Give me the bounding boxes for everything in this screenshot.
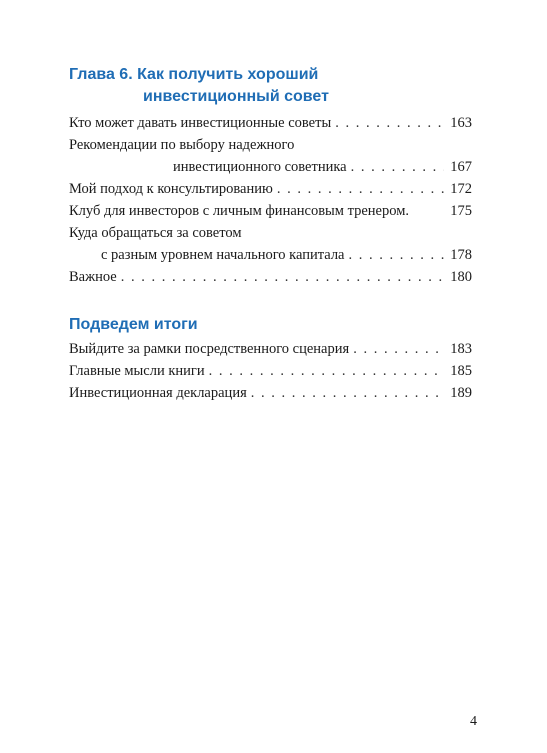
toc-entry[interactable] (69, 200, 472, 222)
toc-entry-page: 189 (450, 385, 472, 401)
toc-leader-dots (277, 178, 444, 200)
toc-entry[interactable] (69, 382, 472, 404)
toc-entry[interactable] (69, 134, 472, 178)
toc-leader-dots (351, 156, 445, 178)
summary-title: Подведем итоги (69, 316, 198, 333)
chapter-6-title-line1: Глава 6. Как получить хороший (69, 66, 319, 83)
toc-entry-title: инвестиционного советника (173, 159, 347, 175)
toc-entry[interactable] (69, 222, 472, 266)
toc-entry-title-line1: Рекомендации по выбору надежного (69, 137, 295, 153)
toc-entry-page: 175 (450, 203, 472, 219)
toc-leader-dots (251, 382, 445, 404)
toc-entry[interactable] (69, 338, 472, 360)
summary-entries (69, 338, 472, 404)
summary-heading (69, 314, 489, 336)
toc-entry-title: с разным уровнем начального капитала (101, 247, 345, 263)
toc-entry[interactable] (69, 112, 472, 134)
toc-entry-title: Выйдите за рамки посредственного сценария (69, 341, 350, 357)
toc-entry[interactable] (69, 266, 472, 288)
toc-leader-dots (209, 360, 445, 382)
chapter-6-title-line2: инвестиционный совет (143, 88, 329, 105)
toc-entry-page: 183 (450, 341, 472, 357)
toc-entry[interactable] (69, 178, 472, 200)
toc-entry-title: Мой подход к консультированию (69, 181, 273, 197)
toc-entry-page: 178 (450, 247, 472, 263)
toc-entry-page: 163 (450, 115, 472, 131)
toc-entry-title-line1: Куда обращаться за советом (69, 225, 242, 241)
toc-entry-page: 167 (450, 159, 472, 175)
toc-entry[interactable] (69, 360, 472, 382)
toc-leader-dots (335, 112, 444, 134)
toc-entry-title: Клуб для инвесторов с личным финансовым тренером. (69, 203, 410, 219)
toc-entry-page: 180 (450, 269, 472, 285)
page-number: 4 (470, 714, 477, 729)
toc-entry-title: Важное (69, 269, 117, 285)
toc-entry-title: Главные мысли книги (69, 363, 205, 379)
chapter-6-entries (69, 112, 472, 288)
toc-leader-dots (121, 266, 445, 288)
toc-entry-page: 172 (450, 181, 472, 197)
toc-entry-title: Инвестиционная декларация (69, 385, 247, 401)
toc-leader-dots (349, 244, 445, 266)
toc-entry-title: Кто может давать инвестиционные советы (69, 115, 332, 131)
toc-entry-page: 185 (450, 363, 472, 379)
chapter-6-heading (69, 64, 489, 108)
toc-leader-dots (353, 338, 444, 360)
